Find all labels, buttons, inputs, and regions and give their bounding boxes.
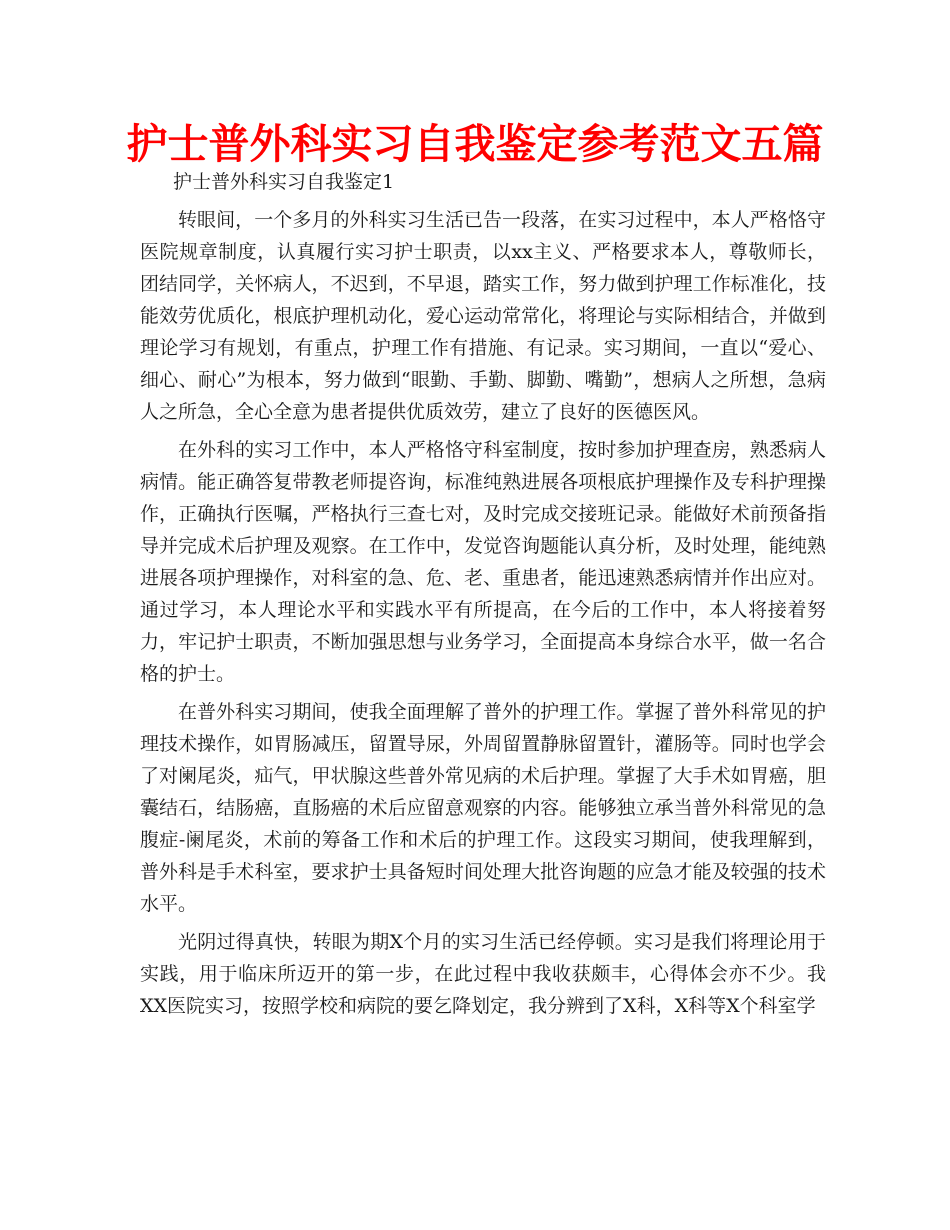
document-title: 护士普外科实习自我鉴定参考范文五篇 [126, 120, 824, 168]
section-heading: 护士普外科实习自我鉴定1 [173, 171, 395, 193]
paragraph-2: 在外科的实习工作中，本人严格恪守科室制度，按时参加护理查房，熟悉病人病情。能正确答复带教老师提咨询，标准纯熟进展各项根底护理操作及专科护理操作，正确执行医嘱，严格执行三查七对，及时完成交接班记录。能做好术前预备指导并完成术后护理及观察。在工作中，发觉咨询题能认真分析，及时处理，能纯熟进展各项护理操作，对科室的急、危、老、重患者，能迅速熟悉病情并作出应对。通过学习，本人理论水平和实践水平有所提高，在今后的工作中，本人将接着努力，牢记护士职责，不断加强思想与业务学习，全面提高本身综合水平，做一名合格的护士。 [140, 439, 826, 685]
paragraph-1: 转眼间，一个多月的外科实习生活已告一段落，在实习过程中，本人严格恪守医院规章制度，认真履行实习护士职责，以xx主义、严格要求本人，尊敬师长，团结同学，关怀病人，不迟到，不早退，踏实工作，努力做到护理工作标准化，技能效劳优质化，根底护理机动化，爱心运动常常化，将理论与实际相结合，并做到理论学习有规划，有重点，护理工作有措施、有记录。实习期间，一直以“爱心、细心、耐心”为根本，努力做到“眼勤、手勤、脚勤、嘴勤”，想病人之所想，急病人之所急，全心全意为患者提供优质效劳，建立了良好的医德医风。 [140, 209, 826, 423]
document-body [140, 166, 826, 1022]
paragraph-3: 在普外科实习期间，使我全面理解了普外的护理工作。掌握了普外科常见的护理技术操作，如胃肠减压，留置导尿，外周留置静脉留置针，灌肠等。同时也学会了对阑尾炎，疝气，甲状腺这些普外常见病的术后护理。掌握了大手术如胃癌，胆囊结石，结肠癌，直肠癌的术后应留意观察的内容。能够独立承当普外科常见的急腹症-阑尾炎，术前的筹备工作和术后的护理工作。这段实习期间，使我理解到，普外科是手术科室，要求护士具备短时间处理大批咨询题的应急才能及较强的技术水平。 [140, 701, 826, 915]
paragraph-4: 光阴过得真快，转眼为期X个月的实习生活已经停顿。实习是我们将理论用于实践，用于临床所迈开的第一步，在此过程中我收获颇丰，心得体会亦不少。我XX医院实习，按照学校和病院的要乞降划定，我分辨到了X科，X科等X个科室学 [140, 931, 826, 1017]
